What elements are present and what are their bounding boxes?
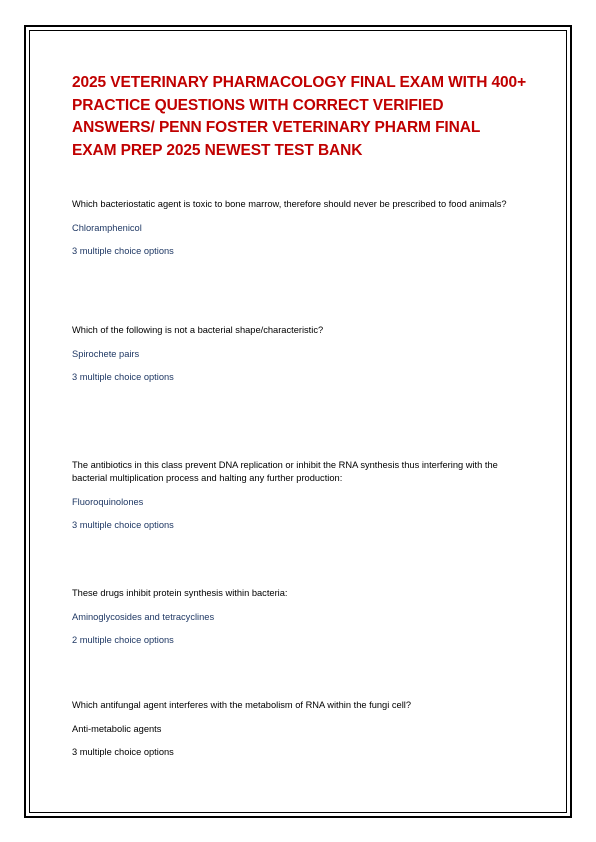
options-count: 2 multiple choice options	[72, 635, 174, 646]
options-count: 3 multiple choice options	[72, 747, 174, 758]
question-item	[72, 198, 527, 257]
question-text: These drugs inhibit protein synthesis within bacteria:	[72, 588, 288, 598]
question-item	[72, 587, 527, 646]
document-content	[72, 72, 527, 758]
answer-text: Aminoglycosides and tetracyclines	[72, 612, 215, 623]
options-count: 3 multiple choice options	[72, 372, 174, 383]
answer-text: Spirochete pairs	[72, 349, 140, 360]
document-title: 2025 VETERINARY PHARMACOLOGY FINAL EXAM WITH 400+ PRACTICE QUESTIONS WITH CORRECT VERIFIED ANSWERS/ PENN FOSTER VETERINARY PHARM FINAL EXAM PREP 2025 NEWEST TEST BANK	[72, 74, 527, 159]
question-item	[72, 699, 527, 758]
question-text: Which antifungal agent interferes with the metabolism of RNA within the fungi cell?	[72, 700, 411, 710]
answer-text: Anti-metabolic agents	[72, 724, 162, 735]
question-text: Which of the following is not a bacterial shape/characteristic?	[72, 325, 324, 335]
options-count: 3 multiple choice options	[72, 246, 174, 257]
question-item	[72, 324, 527, 383]
question-text: The antibiotics in this class prevent DNA replication or inhibit the RNA synthesis thus interfering with the bacterial multiplication process and halting any further production:	[72, 460, 498, 484]
options-count: 3 multiple choice options	[72, 520, 174, 531]
question-item	[72, 459, 527, 531]
answer-text: Fluoroquinolones	[72, 497, 144, 508]
answer-text: Chloramphenicol	[72, 223, 142, 234]
question-text: Which bacteriostatic agent is toxic to bone marrow, therefore should never be prescribed to food animals?	[72, 199, 507, 209]
